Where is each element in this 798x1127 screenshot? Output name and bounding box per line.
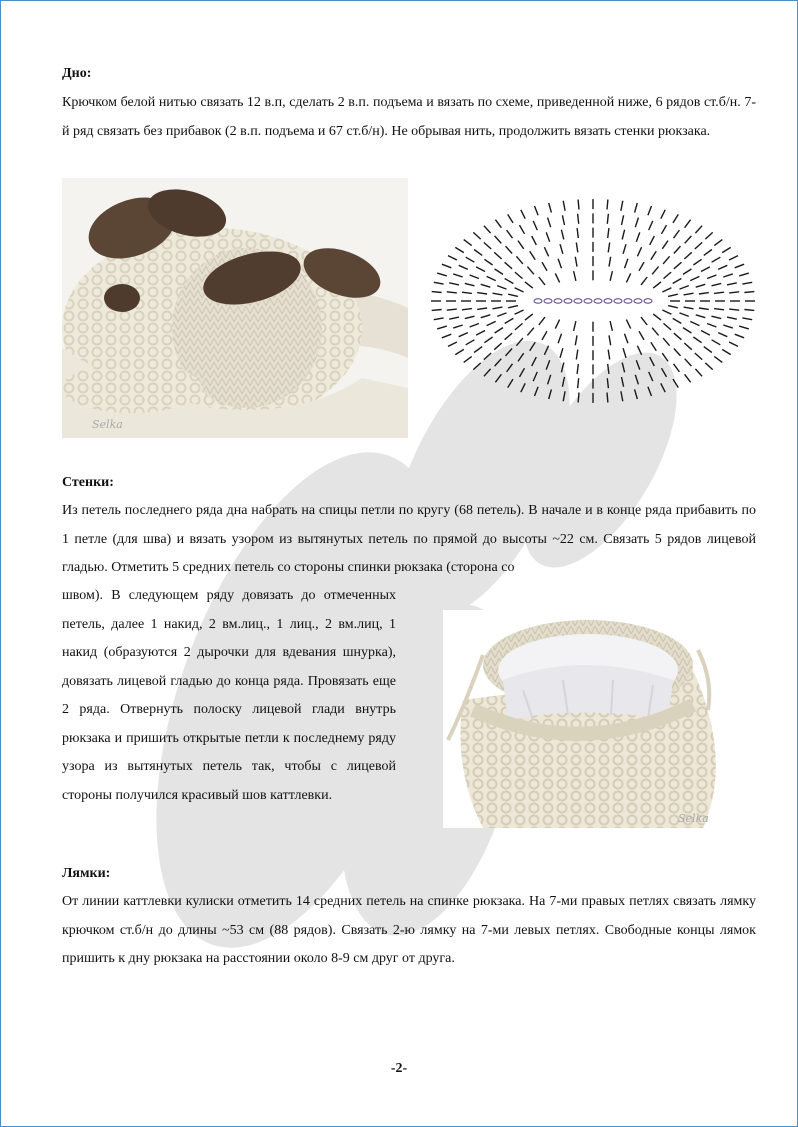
photo-sheep-backpack bbox=[62, 178, 408, 438]
section-text-bottom: Крючком белой нитью связать 12 в.п, сделать 2 в.п. подъема и вязать по схеме, приведенной ниже, 6 рядов ст.б/н. 7-й ряд связать без прибавок (2 в.п. подъема и 67 ст.б/н). Не обрывая нить, продолжить вязать стенки рюкзака. bbox=[62, 95, 756, 139]
section-heading-straps: Лямки: bbox=[62, 866, 111, 881]
photo-signature: Selka bbox=[678, 812, 709, 825]
section-heading-bottom: Дно: bbox=[62, 66, 92, 81]
crochet-chart-diagram bbox=[430, 198, 756, 408]
section-heading-walls: Стенки: bbox=[62, 475, 114, 490]
section-text-straps: От линии каттлевки кулиски отметить 14 средних петель на спинке рюкзака. На 7-ми правых петлях связать лямку крючком ст.б/н до длины ~53 см (88 рядов). Связать 2-ю лямку на 7-ми левых петлях. Свободные концы лямок пришить к дну рюкзака на расстоянии около 8-9 см друг от друга. bbox=[62, 894, 756, 966]
photo-backpack-opening bbox=[443, 610, 746, 828]
section-text-walls-narrow: швом). В следующем ряду довязать до отмеченных петель, далее 1 накид, 2 вм.лиц., 1 лиц., 2 вм.лиц, 1 накид (образуются 2 дырочки для вдевания шнурка), довязать лицевой гладью до конца ряда. Провязать еще 2 ряда. Отвернуть полоску лицевой глади внутрь рюкзака и пришить открытые петли к последнему ряду узора из вытянутых петель так, чтобы с лицевой стороны получился красивый шов каттлевки. bbox=[62, 588, 396, 803]
photo-signature: Selka bbox=[92, 418, 123, 431]
page-number: -2- bbox=[390, 1061, 408, 1076]
section-text-walls-full: Из петель последнего ряда дна набрать на спицы петли по кругу (68 петель). В начале и в конце ряда прибавить по 1 петле (для шва) и вязать узором из вытянутых петель по прямой до высоты ~22 см. Связать 5 рядов лицевой гладью. Отметить 5 средних петель со стороны спинки рюкзака (сторона со bbox=[62, 503, 756, 575]
